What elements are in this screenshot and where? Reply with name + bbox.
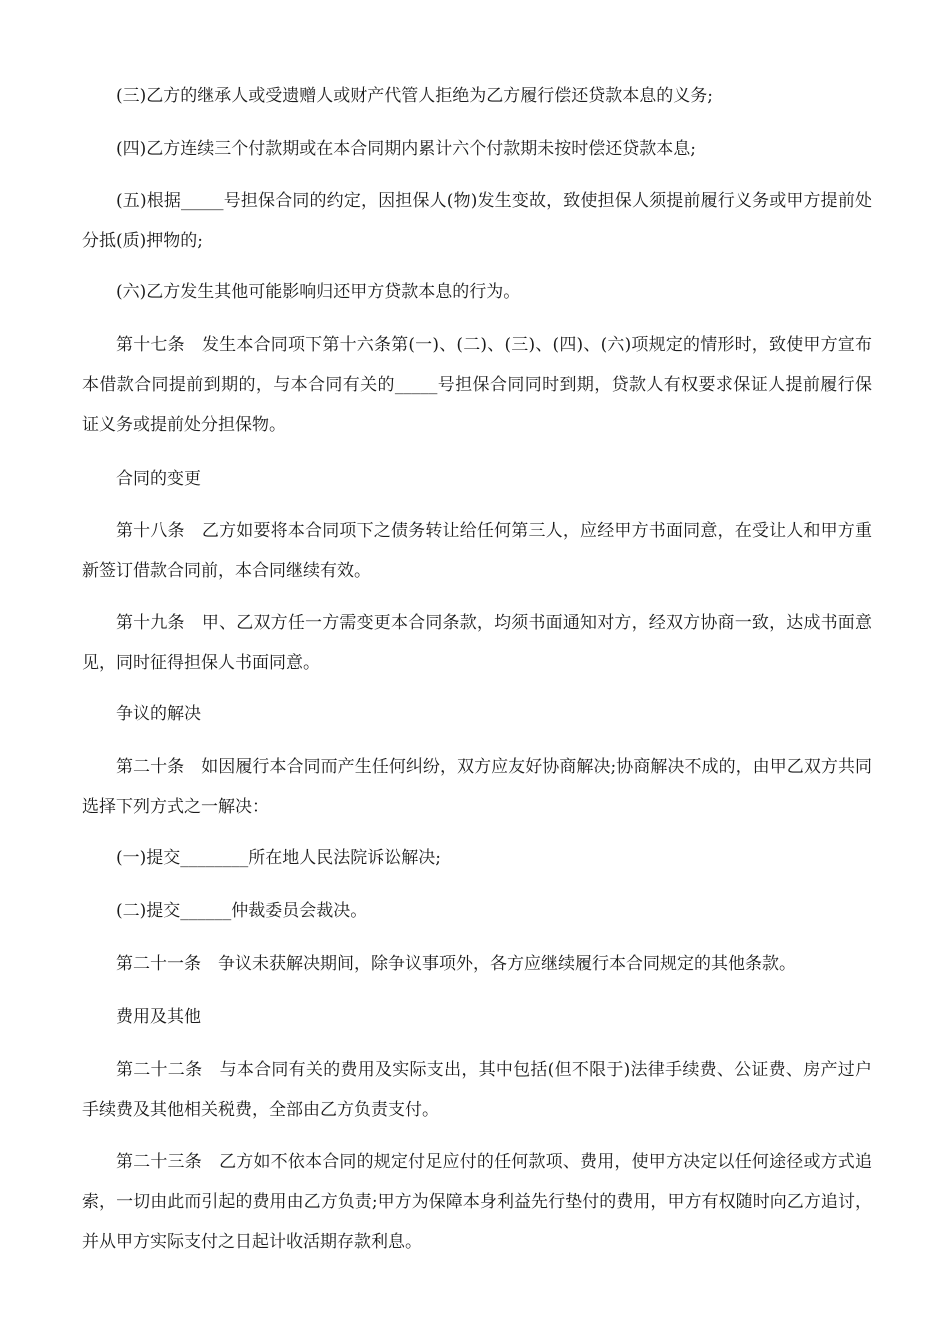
article-17-paragraph: 第十七条 发生本合同项下第十六条第(一)、(二)、(三)、(四)、(六)项规定的情形时，致使甲方宣布本借款合同提前到期的，与本合同有关的_____号担保合同同时到期，贷款人有权要求保证人提前履行保证义务或提前处分担保物。 [82,335,872,435]
clause-4-paragraph: (四)乙方连续三个付款期或在本合同期内累计六个付款期未按时偿还贷款本息; [116,139,696,159]
article-21-paragraph: 第二十一条 争议未获解决期间，除争议事项外，各方应继续履行本合同规定的其他条款。 [116,954,796,974]
article-19-paragraph: 第十九条 甲、乙双方任一方需变更本合同条款，均须书面通知对方，经双方协商一致，达成书面意见，同时征得担保人书面同意。 [82,613,872,673]
article-22-paragraph: 第二十二条 与本合同有关的费用及实际支出，其中包括(但不限于)法律手续费、公证费、房产过户手续费及其他相关税费，全部由乙方负责支付。 [82,1060,872,1120]
option-1-paragraph: (一)提交________所在地人民法院诉讼解决; [116,848,441,868]
article-18-paragraph: 第十八条 乙方如要将本合同项下之债务转让给任何第三人，应经甲方书面同意，在受让人和甲方重新签订借款合同前，本合同继续有效。 [82,521,872,581]
clause-5-paragraph: (五)根据_____号担保合同的约定，因担保人(物)发生变故，致使担保人须提前履行义务或甲方提前处分抵(质)押物的; [82,191,872,251]
article-23-paragraph: 第二十三条 乙方如不依本合同的规定付足应付的任何款项、费用，使甲方决定以任何途径或方式追索，一切由此而引起的费用由乙方负责;甲方为保障本身利益先行垫付的费用，甲方有权随时向乙方追讨，并从甲方实际支付之日起计收活期存款利息。 [82,1152,872,1252]
section-heading-contract-change: 合同的变更 [116,469,201,489]
section-heading-fees-other: 费用及其他 [116,1007,201,1027]
section-heading-dispute-resolution: 争议的解决 [116,704,201,724]
clause-6-paragraph: (六)乙方发生其他可能影响归还甲方贷款本息的行为。 [116,282,521,302]
option-2-paragraph: (二)提交______仲裁委员会裁决。 [116,901,368,921]
clause-3-paragraph: (三)乙方的继承人或受遗赠人或财产代管人拒绝为乙方履行偿还贷款本息的义务; [116,86,713,106]
article-20-paragraph: 第二十条 如因履行本合同而产生任何纠纷，双方应友好协商解决;协商解决不成的，由甲乙双方共同选择下列方式之一解决： [82,757,872,817]
